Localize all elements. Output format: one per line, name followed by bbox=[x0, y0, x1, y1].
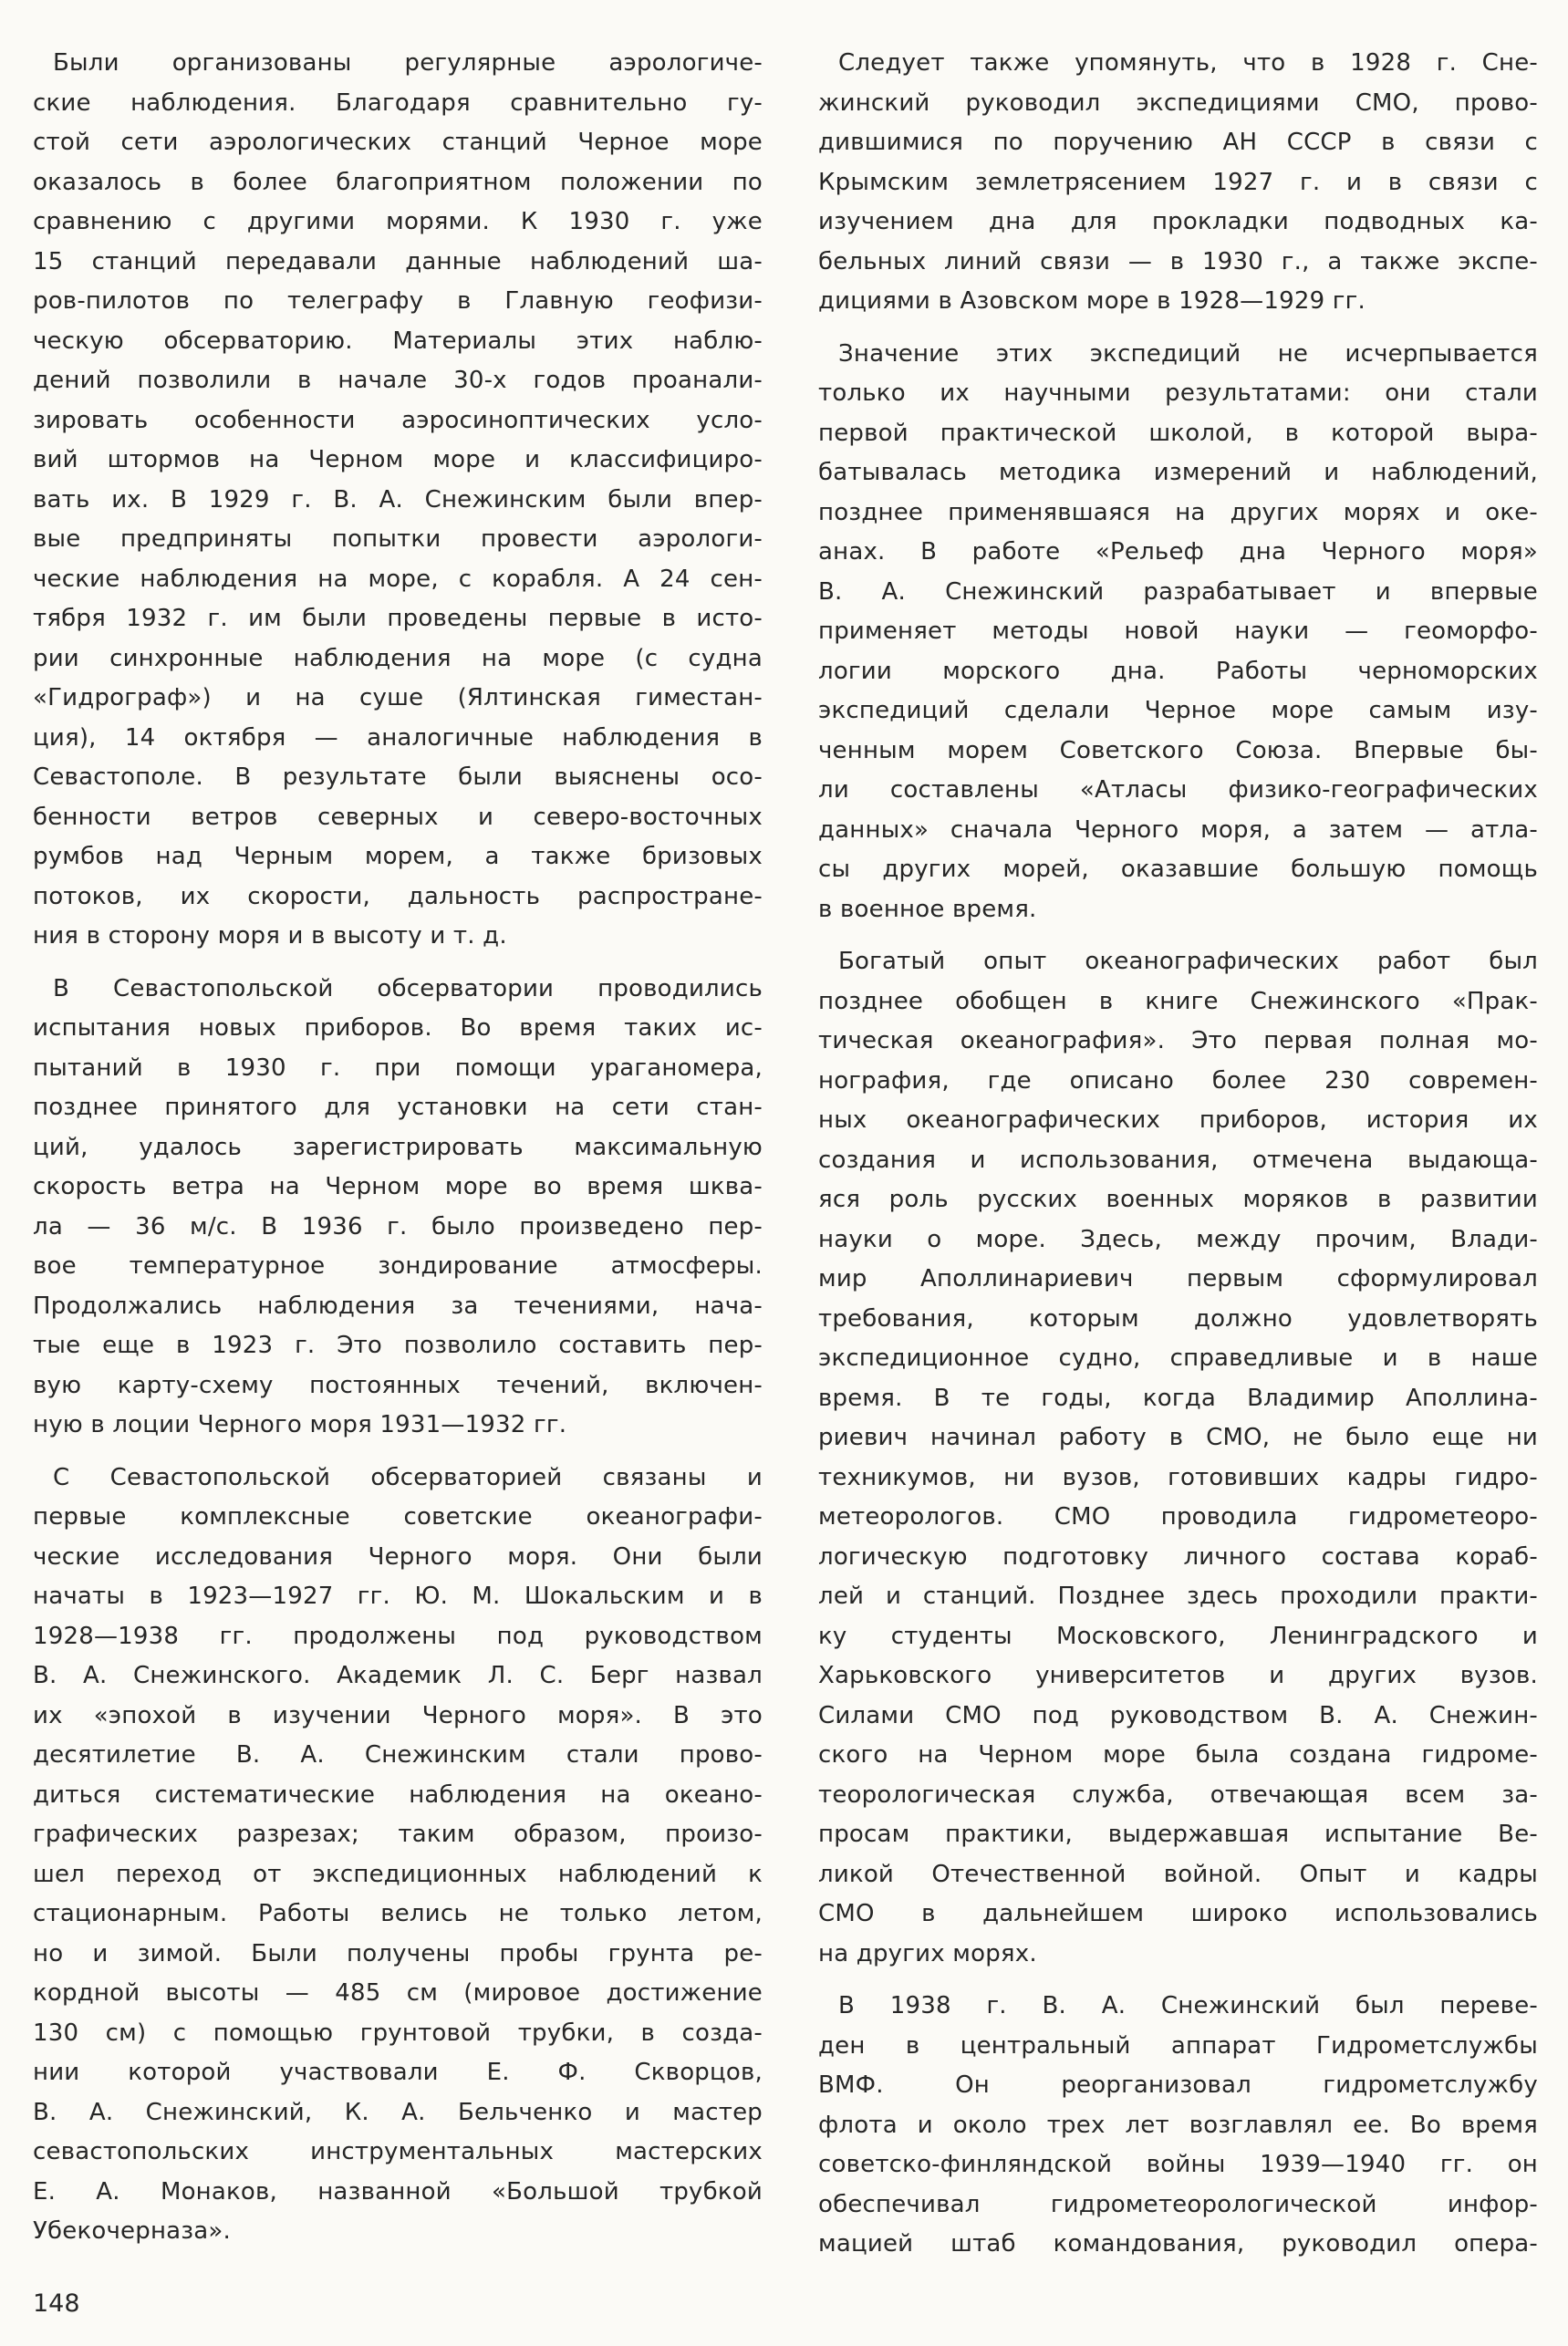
text-line: нография, где описано более 230 современ- bbox=[818, 1066, 1538, 1095]
text-line: кордной высоты — 485 см (мировое достижение bbox=[33, 1979, 763, 2007]
text-line: скорость ветра на Черном море во время шква- bbox=[33, 1173, 763, 1200]
text-line: жинский руководил экспедициями СМО, прово- bbox=[818, 88, 1538, 117]
text-line: вое температурное зондирование атмосферы. bbox=[33, 1252, 763, 1280]
text-line: зировать особенности аэросиноптических усло- bbox=[33, 406, 763, 434]
text-line: метеорологов. СМО проводила гидрометеоро- bbox=[818, 1503, 1538, 1531]
text-line: вий штормов на Черном море и классифициро- bbox=[33, 446, 763, 473]
text-line: дициями в Азовском море в 1928—1929 гг. bbox=[818, 287, 1366, 315]
text-line: данных» сначала Черного моря, а затем — атла- bbox=[818, 815, 1538, 844]
text-line: ческую обсерваторию. Материалы этих наблю- bbox=[33, 327, 763, 355]
text-line: СМО в дальнейшем широко использовались bbox=[818, 1900, 1538, 1927]
text-line: мир Аполлинариевич первым сформулировал bbox=[818, 1265, 1538, 1292]
text-line: дений позволили в начале 30-х годов проанали- bbox=[33, 367, 763, 394]
text-line: ден в центральный аппарат Гидрометслужбы bbox=[818, 2031, 1538, 2060]
text-line: вать их. В 1929 г. В. А. Снежинским были впер- bbox=[33, 485, 763, 514]
text-line: изучением дна для прокладки подводных ка- bbox=[818, 208, 1538, 235]
text-line: первые комплексные советские океанографи- bbox=[33, 1503, 763, 1531]
text-line: ские наблюдения. Благодаря сравнительно гу- bbox=[33, 88, 763, 117]
page-number: 148 bbox=[33, 2289, 80, 2318]
text-line: рии синхронные наблюдения на море (с судна bbox=[33, 644, 763, 672]
text-line: Е. А. Монаков, названной «Большой трубкой bbox=[33, 2177, 763, 2206]
paragraph bbox=[818, 942, 1538, 1974]
text-line: ченным морем Советского Союза. Впервые бы- bbox=[818, 736, 1538, 764]
text-line: ров-пилотов по телеграфу в Главную геофизи- bbox=[33, 287, 763, 315]
text-line: яся роль русских военных моряков в развитии bbox=[818, 1186, 1538, 1213]
text-line: ную в лоции Черного моря 1931—1932 гг. bbox=[33, 1411, 567, 1438]
text-line: шел переход от экспедиционных наблюдений к bbox=[33, 1860, 763, 1888]
text-column-left bbox=[33, 44, 763, 2265]
text-line: 1928—1938 гг. продолжены под руководством bbox=[33, 1622, 763, 1650]
text-line: пытаний в 1930 г. при помощи ураганомера, bbox=[33, 1054, 763, 1082]
text-line: В 1938 г. В. А. Снежинский был переве- bbox=[838, 1992, 1538, 2019]
text-line: ных океанографических приборов, история их bbox=[818, 1106, 1538, 1134]
text-line: «Гидрограф») и на суше (Ялтинская гиместан- bbox=[33, 684, 763, 711]
text-line: техникумов, ни вузов, готовивших кадры гидро- bbox=[818, 1463, 1538, 1491]
text-line: вые предприняты попытки провести аэрологи- bbox=[33, 525, 763, 553]
text-line: сы других морей, оказавшие большую помощь bbox=[818, 856, 1538, 883]
text-line: В Севастопольской обсерватории проводились bbox=[53, 974, 763, 1002]
text-line: ния в сторону моря и в высоту и т. д. bbox=[33, 922, 507, 950]
text-line: 15 станций передавали данные наблюдений ша- bbox=[33, 247, 763, 275]
text-line: ческие наблюдения на море, с корабля. А 24 сен- bbox=[33, 565, 763, 593]
text-line: севастопольских инструментальных мастерских bbox=[33, 2138, 763, 2165]
text-line: бенности ветров северных и северо-восточных bbox=[33, 803, 763, 831]
text-line: логическую подготовку личного состава кораб- bbox=[818, 1542, 1538, 1571]
text-line: тября 1932 г. им были проведены первые в исто- bbox=[33, 605, 763, 632]
text-line: начаты в 1923—1927 гг. Ю. М. Шокальским и в bbox=[33, 1583, 763, 1610]
text-line: ВМФ. Он реорганизовал гидрометслужбу bbox=[818, 2071, 1538, 2099]
text-line: в военное время. bbox=[818, 895, 1037, 923]
text-line: сравнению с другими морями. К 1930 г. уже bbox=[33, 208, 763, 235]
text-line: Харьковского университетов и других вузов. bbox=[818, 1662, 1538, 1689]
text-line: батывалась методика измерений и наблюдений, bbox=[818, 459, 1538, 486]
text-line: науки о море. Здесь, между прочим, Влади- bbox=[818, 1225, 1538, 1253]
paragraph bbox=[818, 335, 1538, 930]
text-line: Были организованы регулярные аэрологиче- bbox=[53, 49, 763, 77]
text-line: ций, удалось зарегистрировать максимальную bbox=[33, 1133, 763, 1161]
paragraph bbox=[818, 1987, 1538, 2265]
paragraph bbox=[33, 970, 763, 1446]
text-line: бельных линий связи — в 1930 г., а также экспе- bbox=[818, 247, 1538, 275]
text-line: стой сети аэрологических станций Черное море bbox=[33, 129, 763, 156]
text-line: оказалось в более благоприятном положении по bbox=[33, 168, 763, 196]
text-line: вую карту-схему постоянных течений, включен- bbox=[33, 1371, 763, 1399]
text-line: десятилетие В. А. Снежинским стали прово- bbox=[33, 1741, 763, 1769]
text-line: ла — 36 м/с. В 1936 г. было произведено пер- bbox=[33, 1212, 763, 1240]
text-line: экспедиций сделали Черное море самым изу- bbox=[818, 697, 1538, 724]
text-line: флота и около трех лет возглавлял ее. Во время bbox=[818, 2111, 1538, 2139]
text-line: ского на Черном море была создана гидроме- bbox=[818, 1741, 1538, 1769]
text-line: логии морского дна. Работы черноморских bbox=[818, 657, 1538, 685]
text-line: Богатый опыт океанографических работ был bbox=[838, 948, 1538, 975]
text-line: дившимися по поручению АН СССР в связи с bbox=[818, 129, 1538, 156]
text-line: потоков, их скорости, дальность распростране- bbox=[33, 882, 763, 910]
text-line: но и зимой. Были получены пробы грунта ре- bbox=[33, 1939, 763, 1967]
text-line: ческие исследования Черного моря. Они были bbox=[33, 1542, 763, 1571]
text-line: советско-финляндской войны 1939—1940 гг. он bbox=[818, 2151, 1538, 2178]
text-line: позднее обобщен в книге Снежинского «Прак- bbox=[818, 987, 1538, 1015]
paragraph bbox=[818, 44, 1538, 322]
text-line: С Севастопольской обсерваторией связаны и bbox=[53, 1463, 763, 1491]
text-line: графических разрезах; таким образом, произо- bbox=[33, 1821, 763, 1848]
text-line: время. В те годы, когда Владимир Аполлина- bbox=[818, 1384, 1538, 1412]
text-line: экспедиционное судно, справедливые и в наше bbox=[818, 1344, 1538, 1372]
text-line: Силами СМО под руководством В. А. Снежин- bbox=[818, 1701, 1538, 1729]
paragraph bbox=[33, 1458, 763, 2252]
text-line: ку студенты Московского, Ленинградского и bbox=[818, 1622, 1538, 1650]
text-line: Следует также упомянуть, что в 1928 г. Сне- bbox=[838, 49, 1538, 77]
text-line: лей и станций. Позднее здесь проходили практи- bbox=[818, 1583, 1538, 1610]
text-line: мацией штаб командования, руководил опера- bbox=[818, 2230, 1538, 2258]
paragraph bbox=[33, 44, 763, 957]
text-line: ция), 14 октября — аналогичные наблюдения в bbox=[33, 723, 763, 752]
text-line: позднее принятого для установки на сети стан- bbox=[33, 1094, 763, 1121]
text-line: В. А. Снежинского. Академик Л. С. Берг назвал bbox=[33, 1662, 763, 1689]
text-line: В. А. Снежинский, К. А. Бельченко и мастер bbox=[33, 2098, 763, 2126]
text-line: применяет методы новой науки — геоморфо- bbox=[818, 618, 1538, 645]
text-column-right bbox=[818, 44, 1538, 2278]
text-line: анах. В работе «Рельеф дна Черного моря» bbox=[818, 538, 1538, 566]
text-line: требования, которым должно удовлетворять bbox=[818, 1304, 1538, 1333]
text-line: румбов над Черным морем, а также бризовых bbox=[33, 843, 763, 870]
text-line: обеспечивал гидрометеорологической инфор- bbox=[818, 2190, 1538, 2218]
text-line: Севастополе. В результате были выяснены осо- bbox=[33, 763, 763, 791]
text-line: стационарным. Работы велись не только летом, bbox=[33, 1900, 763, 1927]
text-line: ли составлены «Атласы физико-географических bbox=[818, 776, 1538, 804]
text-line: Значение этих экспедиций не исчерпывается bbox=[838, 339, 1538, 368]
text-line: В. А. Снежинский разрабатывает и впервые bbox=[818, 577, 1538, 606]
text-line: риевич начинал работу в СМО, не было еще ни bbox=[818, 1424, 1538, 1451]
text-line: первой практической школой, в которой выра- bbox=[818, 419, 1538, 447]
text-line: 130 см) с помощью грунтовой трубки, в созда- bbox=[33, 2019, 763, 2047]
text-line: на других морях. bbox=[818, 1939, 1037, 1967]
text-line: ликой Отечественной войной. Опыт и кадры bbox=[818, 1860, 1538, 1888]
text-line: тые еще в 1923 г. Это позволило составить пер- bbox=[33, 1332, 763, 1359]
text-line: испытания новых приборов. Во время таких ис- bbox=[33, 1014, 763, 1042]
text-line: диться систематические наблюдения на океано- bbox=[33, 1780, 763, 1809]
text-line: их «эпохой в изучении Черного моря». В это bbox=[33, 1701, 763, 1729]
text-line: теорологическая служба, отвечающая всем за- bbox=[818, 1780, 1538, 1809]
text-line: Продолжались наблюдения за течениями, нача- bbox=[33, 1292, 763, 1320]
text-line: Убекочерназа». bbox=[33, 2217, 232, 2245]
text-line: Крымским землетрясением 1927 г. и в связи с bbox=[818, 168, 1538, 196]
text-line: нии которой участвовали Е. Ф. Скворцов, bbox=[33, 2059, 763, 2086]
text-line: только их научными результатами: они стали bbox=[818, 379, 1538, 407]
text-line: создания и использования, отмечена выдающа- bbox=[818, 1146, 1538, 1174]
text-line: позднее применявшаяся на других морях и оке- bbox=[818, 498, 1538, 526]
text-line: тическая океанография». Это первая полная мо- bbox=[818, 1027, 1538, 1054]
text-line: просам практики, выдержавшая испытание Ве- bbox=[818, 1821, 1538, 1848]
